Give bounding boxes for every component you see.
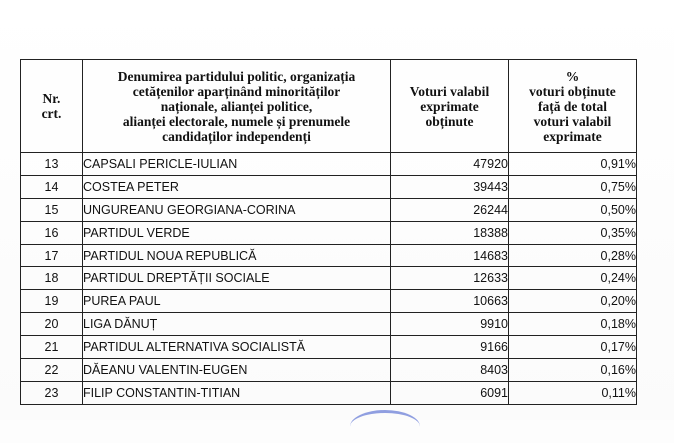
cell-votes: 14683 xyxy=(391,244,509,267)
cell-votes: 47920 xyxy=(391,153,509,176)
table-row xyxy=(21,359,637,382)
cell-percent: 0,18% xyxy=(509,313,637,336)
cell-percent: 0,24% xyxy=(509,267,637,290)
cell-nr: 16 xyxy=(21,221,83,244)
cell-nr: 20 xyxy=(21,313,83,336)
header-percent: % voturi obținute față de total voturi valabil exprimate xyxy=(509,60,637,153)
cell-percent: 0,91% xyxy=(509,153,637,176)
cell-nr: 19 xyxy=(21,290,83,313)
table-row xyxy=(21,244,637,267)
cell-nr: 21 xyxy=(21,336,83,359)
cell-votes: 9166 xyxy=(391,336,509,359)
table-body xyxy=(21,153,637,405)
cell-votes: 12633 xyxy=(391,267,509,290)
cell-name: PARTIDUL ALTERNATIVA SOCIALISTĂ xyxy=(83,336,391,359)
cell-votes: 10663 xyxy=(391,290,509,313)
cell-votes: 6091 xyxy=(391,381,509,404)
table-row xyxy=(21,221,637,244)
table-row xyxy=(21,313,637,336)
cell-nr: 23 xyxy=(21,381,83,404)
table-row xyxy=(21,198,637,221)
table-row xyxy=(21,175,637,198)
cell-percent: 0,75% xyxy=(509,175,637,198)
cell-nr: 22 xyxy=(21,359,83,382)
cell-name: CAPSALI PERICLE-IULIAN xyxy=(83,153,391,176)
cell-name: PARTIDUL DREPTĂȚII SOCIALE xyxy=(83,267,391,290)
election-results-table xyxy=(20,59,637,405)
official-stamp-edge xyxy=(350,410,420,443)
cell-votes: 39443 xyxy=(391,175,509,198)
cell-name: LIGA DĂNUȚ xyxy=(83,313,391,336)
cell-name: COSTEA PETER xyxy=(83,175,391,198)
cell-votes: 18388 xyxy=(391,221,509,244)
cell-name: PARTIDUL VERDE xyxy=(83,221,391,244)
cell-percent: 0,35% xyxy=(509,221,637,244)
cell-votes: 26244 xyxy=(391,198,509,221)
cell-percent: 0,50% xyxy=(509,198,637,221)
cell-nr: 14 xyxy=(21,175,83,198)
cell-percent: 0,28% xyxy=(509,244,637,267)
cell-nr: 15 xyxy=(21,198,83,221)
table-row xyxy=(21,381,637,404)
cell-name: PARTIDUL NOUA REPUBLICĂ xyxy=(83,244,391,267)
cell-name: FILIP CONSTANTIN-TITIAN xyxy=(83,381,391,404)
cell-nr: 13 xyxy=(21,153,83,176)
cell-votes: 8403 xyxy=(391,359,509,382)
header-name: Denumirea partidului politic, organizația cetățenilor aparținând minorităților naționale, alianței politice, alianței electorale, numele și prenumele candidaților independenți xyxy=(83,60,391,153)
table-row xyxy=(21,290,637,313)
cell-name: UNGUREANU GEORGIANA-CORINA xyxy=(83,198,391,221)
table-row xyxy=(21,153,637,176)
table-row xyxy=(21,267,637,290)
cell-name: DĂEANU VALENTIN-EUGEN xyxy=(83,359,391,382)
table-row xyxy=(21,336,637,359)
cell-percent: 0,17% xyxy=(509,336,637,359)
cell-nr: 18 xyxy=(21,267,83,290)
cell-nr: 17 xyxy=(21,244,83,267)
cell-percent: 0,20% xyxy=(509,290,637,313)
header-nr: Nr. crt. xyxy=(21,60,83,153)
header-votes: Voturi valabil exprimate obținute xyxy=(391,60,509,153)
cell-votes: 9910 xyxy=(391,313,509,336)
cell-percent: 0,16% xyxy=(509,359,637,382)
header-row xyxy=(21,60,637,153)
cell-percent: 0,11% xyxy=(509,381,637,404)
cell-name: PUREA PAUL xyxy=(83,290,391,313)
